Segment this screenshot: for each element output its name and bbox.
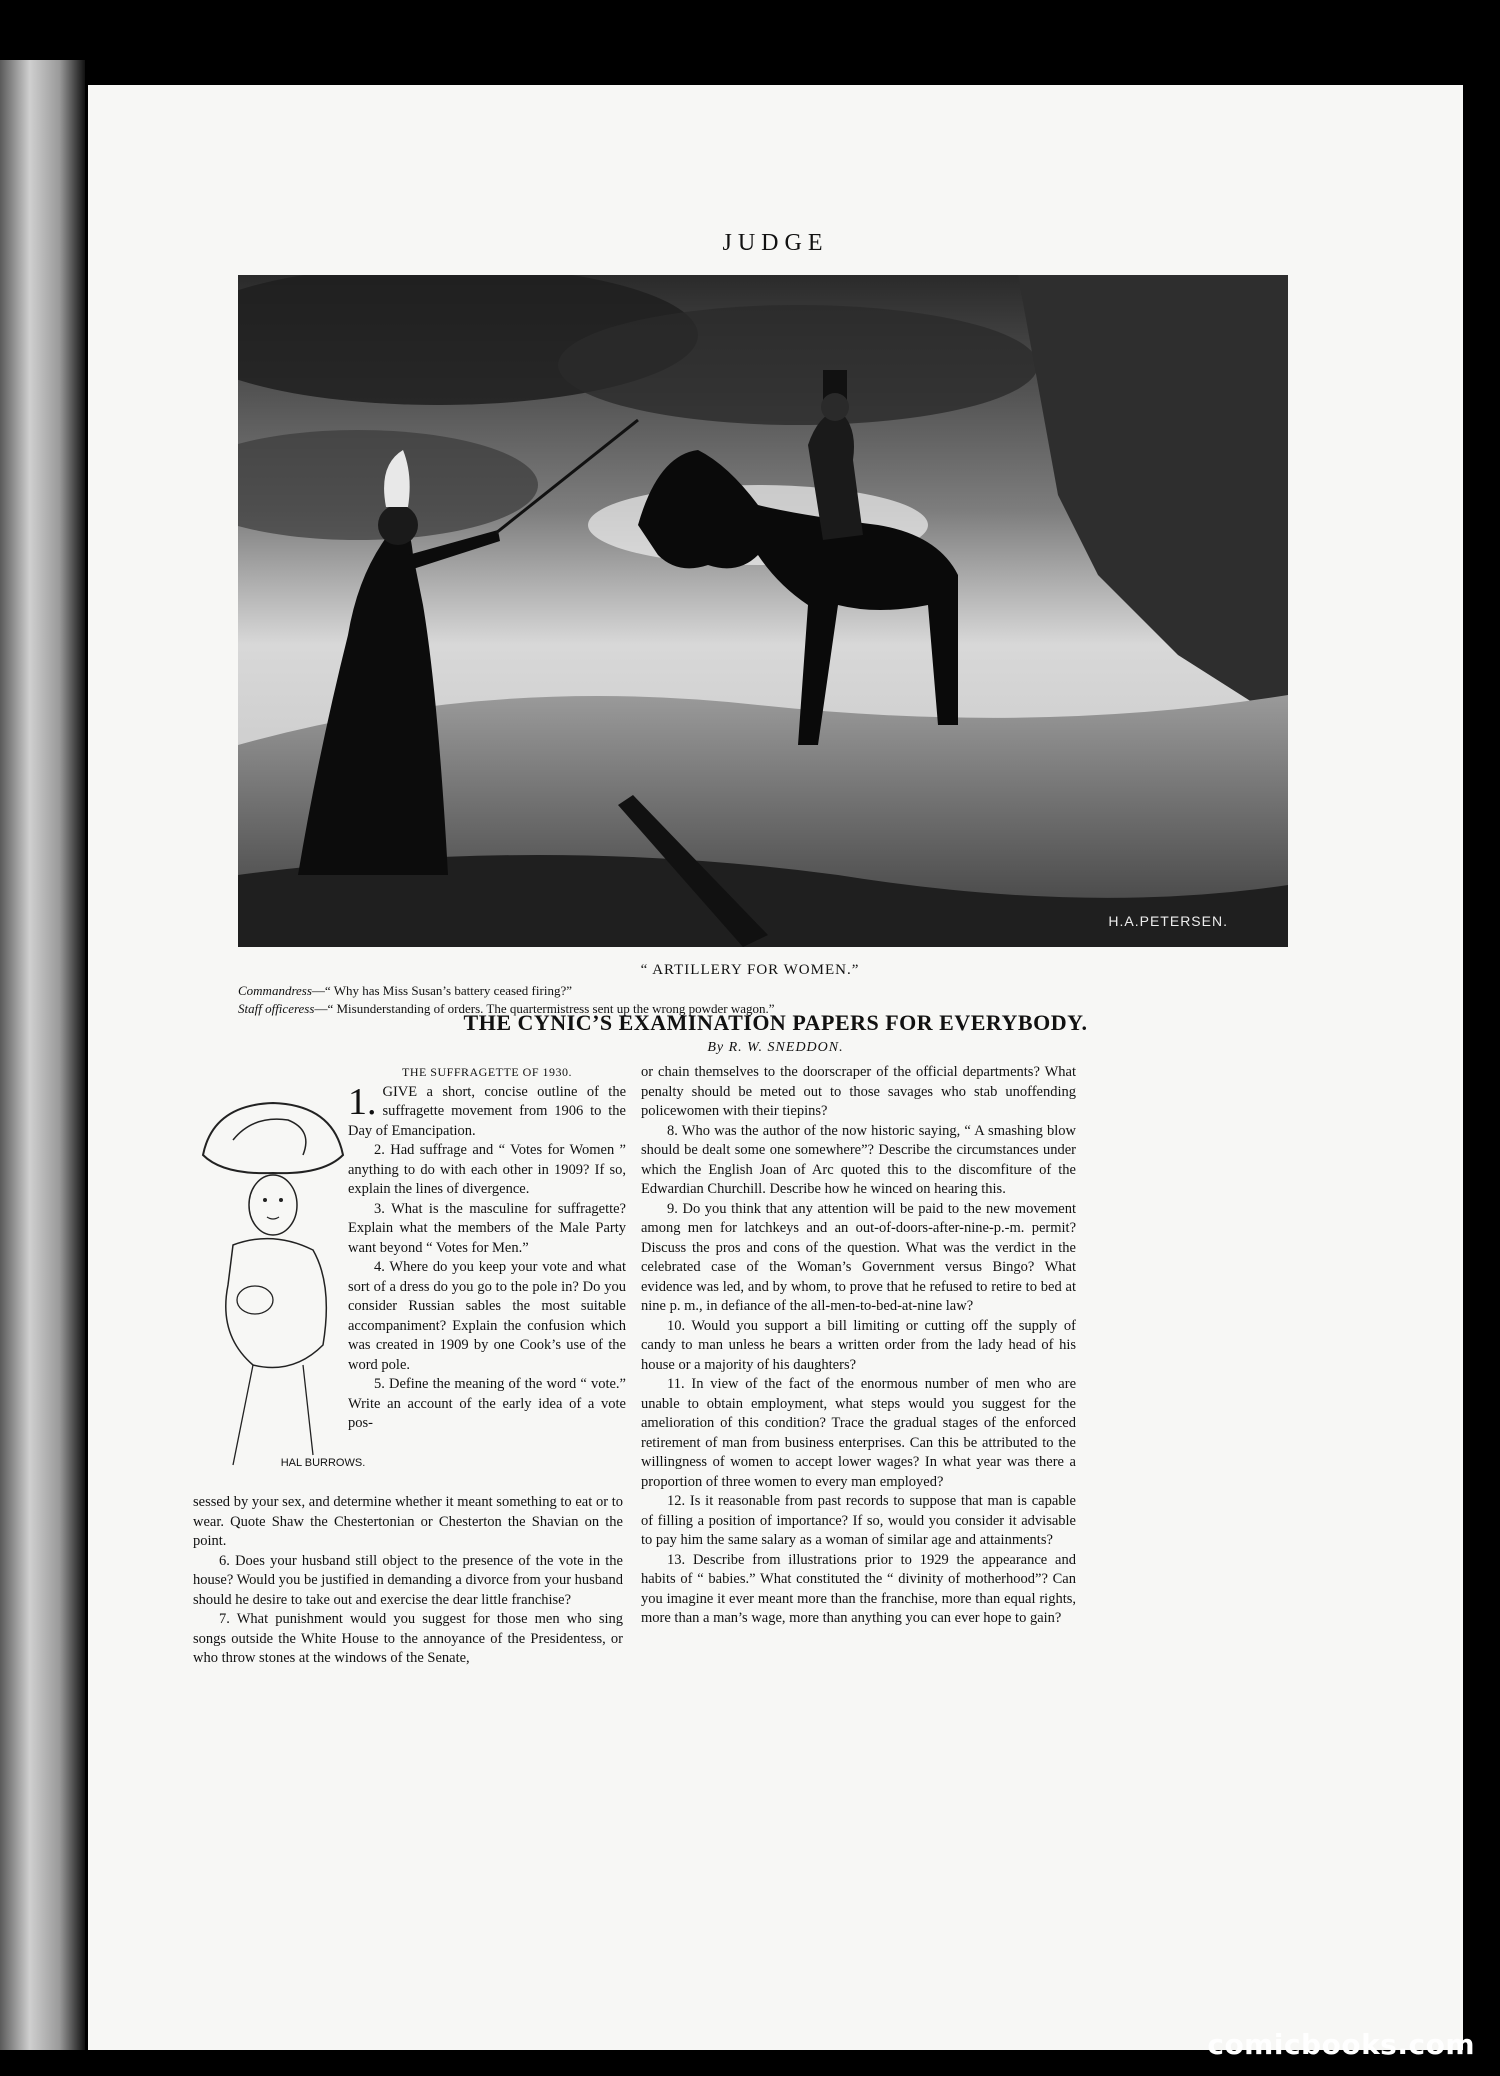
book-spine <box>0 60 85 2050</box>
article-byline: By R. W. SNEDDON. <box>707 1040 844 1055</box>
question-1 <box>348 1080 626 1142</box>
question-3: 3. What is the masculine for suffragette? Explain what the members of the Male Party want beyond “ Votes for Men.” <box>348 1200 626 1256</box>
illustrator-signature: H.A.PETERSEN. <box>1108 913 1228 929</box>
question-12: 12. Is it reasonable from past records to suppose that man is capable of filling a position of importance? If so, would you consider it advisable to pay him the same salary as a woman of similar age and attainments? <box>641 1493 1076 1548</box>
suffragette-sketch <box>193 1085 348 1485</box>
question-8: 8. Who was the author of the now historic saying, “ A smashing blow should be dealt some one somewhere”? Describe the circumstances under which the English Joan of Arc quoted this to the discomfiture of the Edwardian Churchill. Describe how he winced on hearing this. <box>641 1122 1076 1197</box>
question-4: 4. Where do you keep your vote and what sort of a dress do you go to the pole in? Do you consider Russian sables the most suitable accompaniment? Explain the confusion which was created in 1909 by one Cook’s use of the word pole. <box>348 1259 626 1373</box>
question-10: 10. Would you support a bill limiting or cutting off the supply of candy to man unless he bears a written order from the lady head of his house or a majority of his daughters? <box>641 1317 1076 1373</box>
article-column-1 <box>348 1063 626 1434</box>
speaker-staff-officeress: Staff officeress <box>238 1001 315 1016</box>
artillery-illustration <box>238 275 1288 947</box>
speaker-commandress: Commandress <box>238 983 312 998</box>
magazine-page <box>88 85 1463 2050</box>
question-9: 9. Do you think that any attention will be paid to the new movement among men for latchkeys and an out-of-doors-after-nine-p.-m. permit? Discuss the pros and cons of the question. What was the verdict in the celebrated case of the Woman’s Government versus Bingo? What evidence was led, and by whom, to prove that he refused to retire to bed at nine p. m., in defiance of the all-men-to-bed-at-nine law? <box>641 1200 1076 1314</box>
caption-line-1 <box>238 983 572 999</box>
caption-line-2-text: —“ Misunderstanding of orders. The quartermistress sent up the wrong powder wagon.” <box>314 1001 775 1016</box>
question-6: 6. Does your husband still object to the presence of the vote in the house? Would you be justified in demanding a divorce from your husband should he desire to take out and exercise the dear little franchise? <box>193 1552 623 1608</box>
article-column-1-lower <box>193 1493 623 1669</box>
illustration-drawing <box>238 275 1288 947</box>
masthead: JUDGE <box>722 230 829 256</box>
question-13: 13. Describe from illustrations prior to 1929 the appearance and habits of “ babies.” What constituted the “ divinity of motherhood”? Can you imagine it ever meant more than the franchise, more than equal rights, more than a man’s wage, more than anything you can ever hope to gain? <box>641 1551 1076 1626</box>
question-5a: 5. Define the meaning of the word “ vote.” Write an account of the early idea of a vote pos- <box>348 1376 626 1431</box>
question-11: 11. In view of the fact of the enormous number of men who are unable to obtain employment, what steps would you suggest for the amelioration of this condition? Trace the gradual stages of the enforced retirement of man from business enterprises. Can this be attributed to the willingness of women to accept lower wages? In what year was there a proportion of three women to every man employed? <box>641 1376 1076 1490</box>
article-column-2 <box>641 1063 1076 1629</box>
site-watermark: comicbooks.com <box>1207 2028 1475 2061</box>
caption-line-1-text: —“ Why has Miss Susan’s battery ceased firing?” <box>311 983 572 998</box>
sketch-drawing <box>193 1085 348 1485</box>
question-1-text: GIVE a short, concise outline of the suffragette movement from 1906 to the Day of Emancipation. <box>348 1083 626 1139</box>
question-7-continued: or chain themselves to the doorscraper of the official departments? What penalty should be meted out to those savages who stab unoffending policewomen with their tiepins? <box>641 1064 1076 1119</box>
question-5b: sessed by your sex, and determine whether it meant something to eat or to wear. Quote Shaw the Chestertonian or Chesterton the Shavian on the point. <box>193 1494 623 1549</box>
article-title: THE CYNIC’S EXAMINATION PAPERS FOR EVERYBODY. <box>463 1010 1088 1035</box>
illustration-caption-title: “ ARTILLERY FOR WOMEN.” <box>640 962 860 978</box>
question-2: 2. Had suffrage and “ Votes for Women ” anything to do with each other in 1909? If so, explain the lines of divergence. <box>348 1142 626 1197</box>
article-subhead: THE SUFFRAGETTE OF 1930. <box>401 1065 572 1079</box>
drop-number: 1. <box>348 1080 377 1123</box>
sketch-signature: HAL BURROWS. <box>280 1457 366 1469</box>
question-7: 7. What punishment would you suggest for those men who sing songs outside the White House to the annoyance of the Presidentess, or who throw stones at the windows of the Senate, <box>193 1611 623 1666</box>
